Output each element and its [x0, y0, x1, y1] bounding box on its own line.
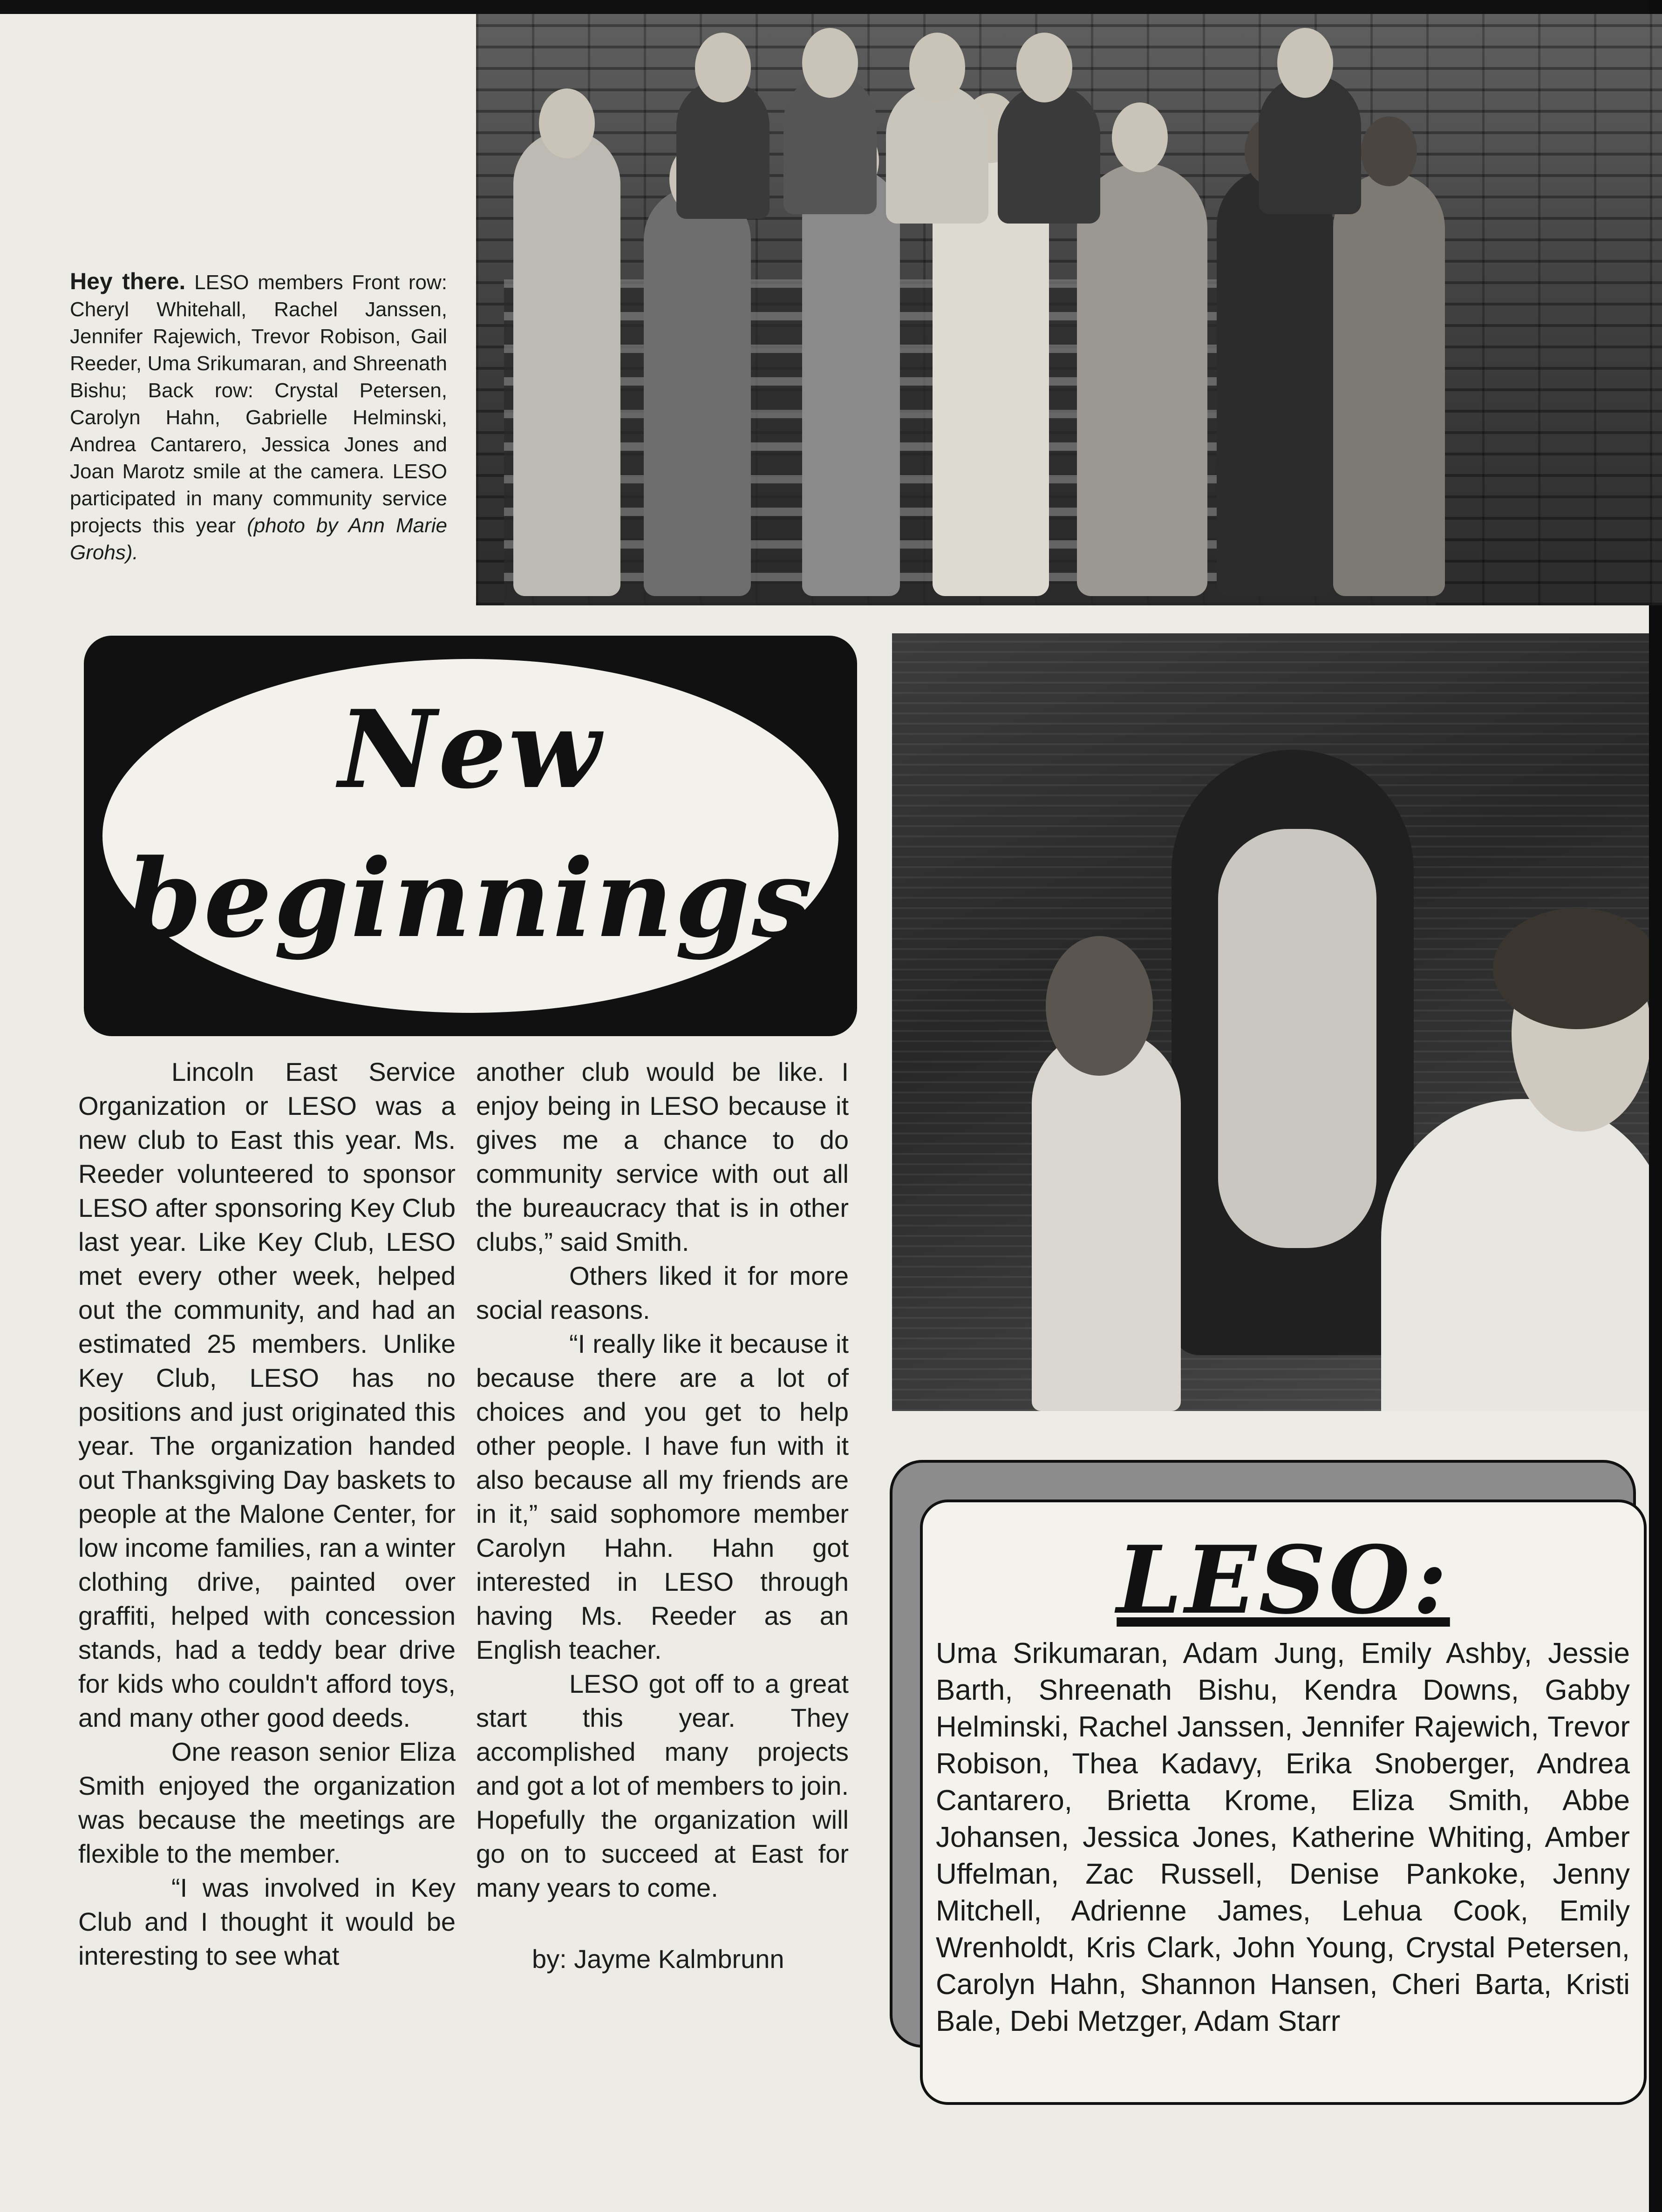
title-line-1: New [338, 687, 603, 813]
photo-figure [1077, 163, 1207, 596]
photo-figure [1032, 1029, 1181, 1411]
roster-names: Uma Srikumaran, Adam Jung, Emily Ashby, Jessie Barth, Shreenath Bishu, Kendra Downs, Gabby Helminski, Rachel Janssen, Jennifer Rajewich, Trevor Robison, Thea Kadavy, Erika Snoberger, Andrea Cantarero, Brietta Krome, Eliza Smith, Abbe Johansen, Jessica Jones, Katherine Whiting, Amber Uffelman, Zac Russell, Denise Pankoke, Jenny Mitchell, Adrienne James, Lehua Cook, Emily Wrenholdt, Kris Clark, John Young, Crystal Petersen, Carolyn Hahn, Shannon Hansen, Cheri Barta, Kristi Bale, Debi Metzger, Adam Starr [936, 1637, 1630, 2037]
photo-figure [802, 28, 858, 98]
article-column-2 [476, 1055, 849, 1976]
caption-credit: (photo by Ann Marie Grohs). [70, 514, 447, 564]
article-paragraph: “I was involved in Key Club and I thought it would be interesting to see what [78, 1873, 456, 1970]
photo-figure [1277, 28, 1333, 98]
photo-figure [1361, 116, 1417, 186]
roster-title: LESO: [1117, 1526, 1450, 1635]
title-frame [84, 636, 857, 1036]
photo-figure [998, 84, 1100, 224]
article-paragraph: LESO got off to a great start this year. They accomplished many projects and got a lot of members to join. Hopefully the organization will go on to succeed at East for many years to come. [476, 1669, 849, 1902]
photo-figure [1046, 936, 1153, 1076]
photo-figure [644, 186, 751, 596]
photo-figure [802, 168, 900, 596]
photo-figure [886, 84, 988, 224]
photo-figure [1112, 102, 1168, 172]
photo-figure [909, 33, 965, 102]
page-top-border [0, 0, 1662, 14]
photo-figure [1217, 168, 1333, 596]
article-paragraph: Others liked it for more social reasons. [476, 1261, 849, 1324]
service-photo [892, 633, 1649, 1411]
article-paragraph: One reason senior Eliza Smith enjoyed the organization was because the meetings are flexible to the member. [78, 1737, 456, 1868]
title-line-2: beginnings [127, 836, 814, 962]
photo-caption [70, 268, 447, 566]
roster-box [920, 1500, 1647, 2105]
caption-text: LESO members Front row: Cheryl Whitehall, Rachel Janssen, Jennifer Rajewich, Trevor Robison, Gail Reeder, Uma Srikumaran, and Shreenath Bishu; Back row: Crystal Petersen, Carolyn Hahn, Gabrielle Helminski, Andrea Cantarero, Jessica Jones and Joan Marotz smile at the camera. LESO participated in many community service projects this year [70, 271, 447, 537]
photo-figure [1333, 172, 1445, 596]
photo-figure [695, 33, 751, 102]
photo-figure [1218, 829, 1376, 1248]
article-paragraph: “I really like it because it because there are a lot of choices and you get to help other people. I have fun with it also because all my friends are in it,” said sophomore member Carolyn Hahn. Hahn got interested in LESO through having Ms. Reeder as an English teacher. [476, 1329, 849, 1664]
photo-figure [1381, 1099, 1649, 1411]
title-oval [102, 659, 838, 1013]
photo-figure [1016, 33, 1072, 102]
caption-lead: Hey there. [70, 268, 186, 294]
article-paragraph: another club would be like. I enjoy being in LESO because it gives me a chance to do community service with out all the bureaucracy that is in other clubs,” said Smith. [476, 1057, 849, 1256]
byline: by: Jayme Kalmbrunn [532, 1944, 784, 1974]
photo-figure [513, 130, 620, 596]
group-photo [476, 14, 1662, 605]
photo-figure [539, 88, 595, 158]
article-column-1 [78, 1055, 456, 1973]
article-paragraph: Lincoln East Service Organization or LESO was a new club to East this year. Ms. Reeder volunteered to sponsor LESO after sponsoring Key Club last year. Like Key Club, LESO met every other week, helped out the community, and had an estimated 25 members. Unlike Key Club, LESO has no positions and just originated this year. The organization handed out Thanksgiving Day baskets to people at the Malone Center, for low income families, ran a winter clothing drive, painted over graffiti, helped with concession stands, had a teddy bear drive for kids who couldn't afford toys, and many other good deeds. [78, 1057, 456, 1732]
